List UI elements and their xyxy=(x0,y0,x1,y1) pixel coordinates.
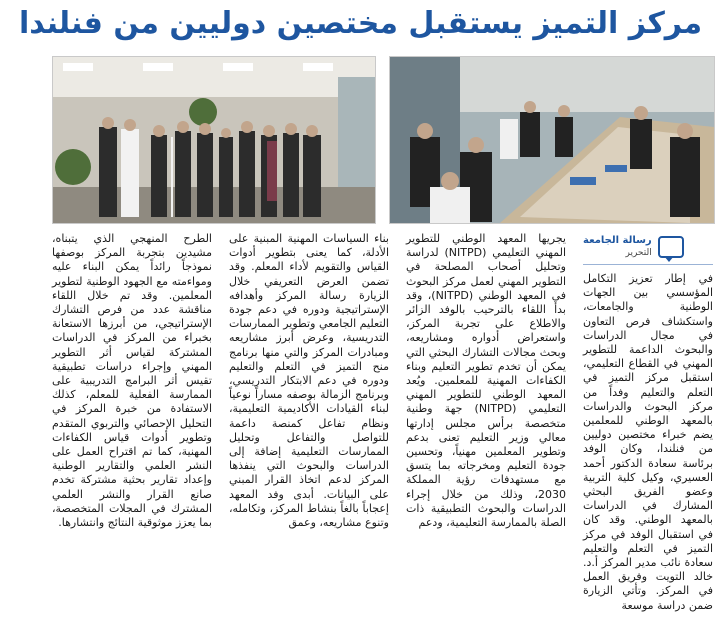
divider xyxy=(583,264,713,265)
group-photo xyxy=(52,56,376,224)
article-text-2: يجريها المعهد الوطني للتطوير المهني التعليمي (NITPD) لدراسة وتحليل أصحاب المصلحة في التطوير المهني لعمل مركز البحوث في المعهد الوطني (NITPD)، وقد بدأ اللقاء بالترحيب بالوفد الزائر والاطلاع على تجربة المركز، واستعراض أدواره ومشاريعه، وبحث مجالات التشارك البحثي التي يمكن أن تخدم تطوير التعليم وبناء الكفاءات المهنية للمعلمين. ويُعد المعهد الوطني للتطوير المهني التعليمي (NITPD) جهة وطنية متخصصة برأس مجلس إدارتها معالي وزير التعليم تعنى بدعم وتطوير المعلمين مهنياً، وتحسين جودة التعليم ومخرجاته بما يتسق مع مستهدفات رؤية المملكة 2030، وذلك من خلال إجراء الدراسات والبحوث التطبيقية ذات الصلة بالممارسة التعليمية، ودعم xyxy=(406,232,566,530)
article-column-3 xyxy=(229,232,389,617)
article-column-2 xyxy=(406,232,566,617)
article-text-1: في إطار تعزيز التكامل المؤسسي بين الجهات الوطنية والجامعات، واستكشاف فرص التعاون في مجال الدراسات والبحوث الداعمة للتطوير المهني في القطاع التعليمي، استقبل مركز التميز في التعلم والتعليم وفداً من مركز البحوث والدراسات بالمعهد الوطني للمعلمين يضم خبراء مختصين دوليين من فنلندا، وكان الوفد برئاسة سعادة الدكتور أحمد العسيري، وكيل كلية التربية وعضو الفريق البحثي المشارك في الدراسات بالمعهد الوطني. وقد كان في استقبال الوفد في مركز التميز في التعلم والتعليم سعادة نائب مدير المركز أ.د. خالد التويت وفريق العمل في المركز. وتأتي الزيارة ضمن دراسة موسعة xyxy=(583,272,713,612)
badge xyxy=(583,234,713,260)
article-column-1 xyxy=(583,232,713,617)
article-columns xyxy=(52,232,713,612)
meeting-photo xyxy=(389,56,715,224)
group-photo-image xyxy=(53,57,375,223)
speech-bubble-icon xyxy=(658,236,684,258)
badge-text xyxy=(583,235,652,259)
meeting-photo-image xyxy=(390,57,714,223)
badge-subtitle: التحرير xyxy=(625,248,652,258)
headline: مركز التميز يستقبل مختصين دوليين من فنلندا xyxy=(18,5,703,41)
article-text-4: الطرح المنهجي الذي يتبناه، مشيدين بتجربة المركز بوصفها نموذجاً رائداً يمكن البناء عليه ومواءمته مع الجهود الوطنية لتطوير المعلمين. وقد تم خلال اللقاء مناقشة عدد من فرص التشارك الإستراتيجي، من أبرزها الاستعانة بخبراء من المركز في الدراسات المشتركة لقياس أثر التطوير المهني وإجراء دراسات تطبيقية تقيس أثر البرامج التدريبية على الممارسة الفعلية للمعلم، كذلك الاستفادة من خبرة المركز في التحليل الإحصائي والتربوي المتقدم وتطوير أدوات قياس الكفاءات المهنية، كما تم اقتراح العمل على النشر العلمي والتقارير الوطنية وإعداد تقارير بحثية مشتركة تخدم صانع القرار والنشر العلمي المشترك في المجلات المتخصصة، بما يعزز موثوقية النتائج وانتشارها. xyxy=(52,232,212,530)
section-badge xyxy=(583,232,713,272)
badge-title: رسالة الجامعة xyxy=(583,235,652,246)
article-column-4 xyxy=(52,232,212,617)
article-text-3: بناء السياسات المهنية المبنية على الأدلة، كما يعنى بتطوير أدوات القياس والتقويم لأداء المعلم. وقد تضمن العرض التعريفي خلال الزيارة رسالة المركز وأهدافه الإستراتيجية ودوره في دعم جودة التعليم الجامعي وتطوير الممارسات التدريسية، وعرض أبرز مشاريعه ومبادرات المركز والتي منها برنامج منح التميز في التعلم والتعليم ودوره في دعم الابتكار التدريسي، وبرنامج الزمالة بوصفه مساراً نوعياً لبناء القيادات الأكاديمية التعليمية، ونظام تفاعل كمنصة داعمة للتواصل والتفاعل وتحليل الممارسات التعليمية إضافة إلى الدراسات والبحوث التي ينفذها المركز لدعم اتخاذ القرار المبني على البيانات. أبدى وفد المعهد إعجاباً بالغاً بنشاط المركز، وتكامله، وتنوع مشاريعه، وعمق xyxy=(229,232,389,530)
